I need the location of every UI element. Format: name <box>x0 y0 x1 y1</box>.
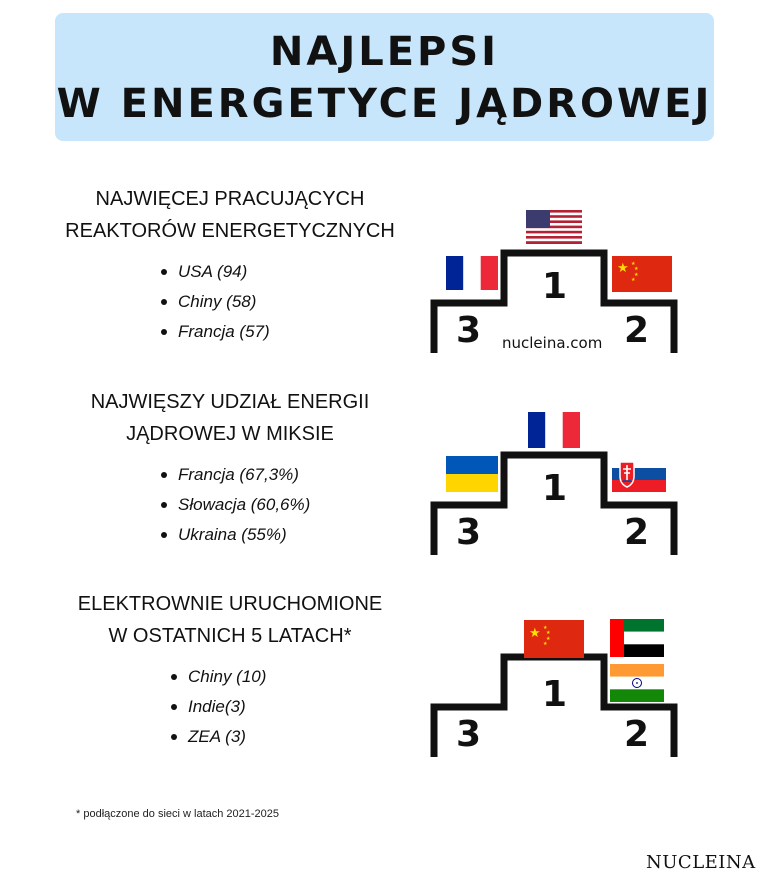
section-heading-line1: ELEKTROWNIE URUCHOMIONE <box>77 593 383 615</box>
list-item: Ukraina (55%) <box>60 520 400 550</box>
section-new-plants <box>60 588 400 752</box>
list-item: Francja (67,3%) <box>60 460 400 490</box>
svg-text:★: ★ <box>529 626 541 641</box>
section-heading-line2: JĄDROWEJ W MIKSIE <box>126 423 334 445</box>
usa-flag-icon <box>526 210 582 244</box>
footnote: * podłączone do sieci w latach 2021-2025 <box>76 808 280 820</box>
section-heading <box>60 386 400 450</box>
brand-logo: NUCLEINA <box>646 852 756 873</box>
podium-number-first: 1 <box>542 468 568 509</box>
section-heading-line1: NAJWIĘSZY UDZIAŁ ENERGII <box>90 391 370 413</box>
list-item: Chiny (58) <box>60 287 400 317</box>
podium-number-first: 1 <box>542 266 568 307</box>
svg-text:★: ★ <box>543 641 548 647</box>
section-heading <box>60 588 400 652</box>
list-item: Słowacja (60,6%) <box>60 490 400 520</box>
svg-text:★: ★ <box>543 625 548 631</box>
section-heading-line2: W OSTATNICH 5 LATACH* <box>108 625 352 647</box>
slovakia-flag-icon <box>612 456 666 492</box>
title-banner <box>55 13 714 141</box>
uae-flag-icon <box>610 619 664 657</box>
page-title-line2: W ENERGETYCE JĄDROWEJ <box>56 81 713 127</box>
section-nuclear-share <box>60 386 400 550</box>
podium-nuclear-share <box>424 410 684 560</box>
india-flag-icon <box>610 664 664 702</box>
france-flag-icon <box>446 256 498 290</box>
podium-number-second: 2 <box>624 310 650 351</box>
podium-new-plants <box>424 612 684 762</box>
podium-number-third: 3 <box>456 714 482 755</box>
list-item: USA (94) <box>60 257 400 287</box>
list-item: Chiny (10) <box>60 662 400 692</box>
svg-text:★: ★ <box>546 636 551 642</box>
page-title-line1: NAJLEPSI <box>269 29 500 75</box>
podium-reactors <box>424 208 684 358</box>
section-reactors <box>60 183 400 347</box>
china-flag-icon <box>524 620 584 658</box>
china-flag-icon <box>612 256 672 292</box>
svg-text:★: ★ <box>546 630 551 636</box>
podium-number-second: 2 <box>624 512 650 553</box>
svg-text:★: ★ <box>631 261 636 267</box>
section-heading-line2: REAKTORÓW ENERGETYCZNYCH <box>65 220 395 242</box>
watermark: nucleina.com <box>502 334 603 352</box>
podium-number-second: 2 <box>624 714 650 755</box>
podium-number-third: 3 <box>456 512 482 553</box>
section-heading-line1: NAJWIĘCEJ PRACUJĄCYCH <box>95 188 365 210</box>
podium-number-first: 1 <box>542 674 568 715</box>
list-item: ZEA (3) <box>60 722 400 752</box>
svg-text:★: ★ <box>634 272 639 278</box>
svg-text:★: ★ <box>634 266 639 272</box>
france-flag-icon <box>528 412 580 448</box>
podium-number-third: 3 <box>456 310 482 351</box>
section-heading <box>60 183 400 247</box>
svg-text:★: ★ <box>631 277 636 283</box>
ukraine-flag-icon <box>446 456 498 492</box>
svg-text:★: ★ <box>617 261 629 276</box>
list-item: Indie(3) <box>60 692 400 722</box>
list-item: Francja (57) <box>60 317 400 347</box>
